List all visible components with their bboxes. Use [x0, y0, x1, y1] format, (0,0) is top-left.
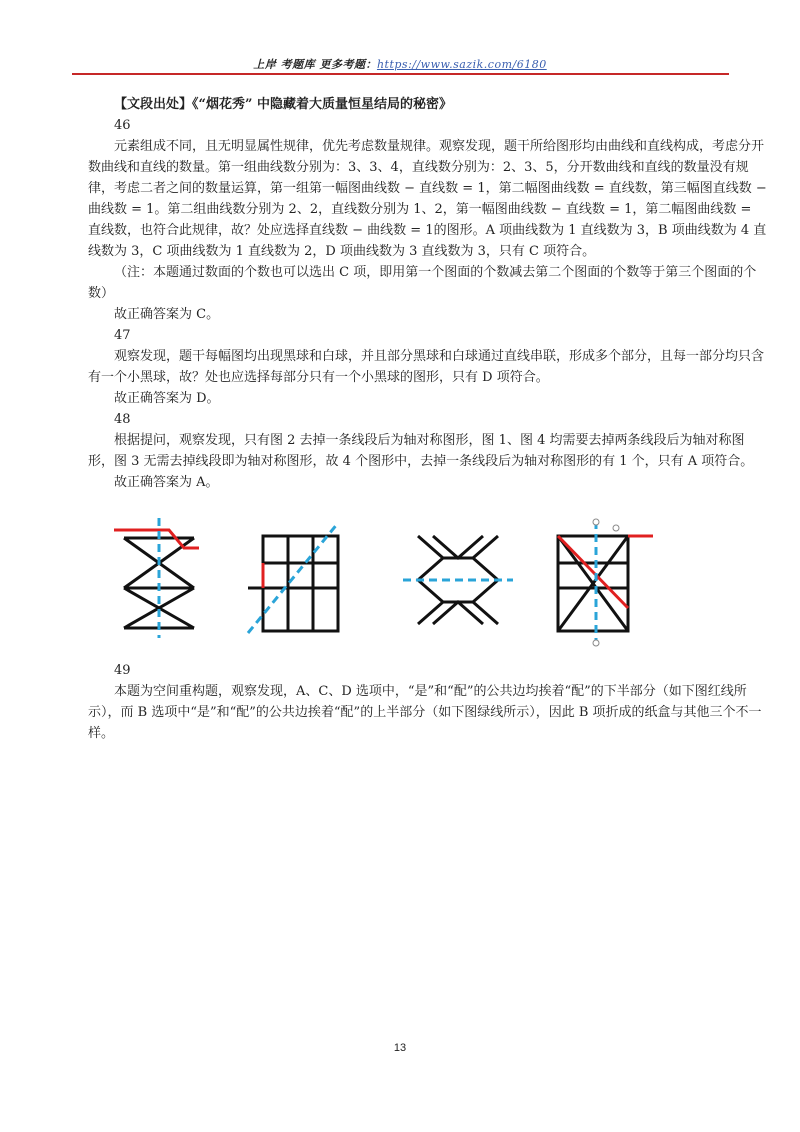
q49-explanation: 本题为空间重构题，观察发现，A、C、D 选项中，“是”和“配”的公共边均挨着“配”的下半部分（如下图红线所示），而 B 选项中“是”和“配”的公共边挨着“配”的上半部分（如下图绿线所示），因此 B 项折成的纸盒与其他三个不一样。 — [88, 684, 762, 741]
figure-3 — [398, 518, 518, 638]
figure-1 — [104, 518, 214, 638]
q48-number: 48 — [114, 412, 131, 427]
q48-answer: 故正确答案为 A。 — [114, 475, 219, 490]
q46-note: （注：本题通过数面的个数也可以选出 C 项，即用第一个图面的个数减去第二个图面的个数等于第三个图面的个数） — [88, 265, 757, 301]
q46-number: 46 — [114, 118, 131, 133]
q48-explanation: 根据提问，观察发现，只有图 2 去掉一条线段后为轴对称图形，图 1、图 4 均需要去掉两条线段后为轴对称图形，图 3 无需去掉线段即为轴对称图形，故 4 个图形中，去掉一条线段后为轴对称图形的有 1 个，只有 A 项符合。 — [88, 433, 754, 469]
q46-answer: 故正确答案为 C。 — [114, 307, 220, 322]
header-site-name: 上岸 考题库 更多考题： — [253, 58, 377, 71]
header-divider — [72, 73, 729, 75]
q47-answer: 故正确答案为 D。 — [114, 391, 220, 406]
q49-number: 49 — [114, 663, 131, 678]
figure-2 — [238, 518, 348, 638]
figure-4 — [548, 518, 658, 648]
source-line: 【文段出处】《“烟花秀” 中隐藏着大质量恒星结局的秘密》 — [114, 97, 452, 112]
q47-number: 47 — [114, 328, 131, 343]
header-url-link[interactable]: https://www.sazik.com/6180 — [376, 58, 547, 71]
q46-explanation: 元素组成不同，且无明显属性规律，优先考虑数量规律。观察发现，题干所给图形均由曲线和直线构成，考虑分开数曲线和直线的数量。第一组曲线数分别为：3、3、4，直线数分别为：2、3、5，分开数曲线和直线的数量没有规律，考虑二者之间的数量运算，第一组第一幅图曲线数 − 直线数 = 1，第二幅图曲线数 = 直线数，第三幅图直线数 − 曲线数 = 1。第二组曲线数分别为 2、2，直线数分别为 1、2，第一幅图曲线数 − 直线数 = 1，第二幅图曲线数 = 直线数，也符合此规律，故？处应选择直线数 − 曲线数 = 1的图形。A 项曲线数为 1 直线数为 3，B 项曲线数为 4 直线数为 3，C 项曲线数为 1 直线数为 2，D 项曲线数为 3 直线数为 3，只有 C 项符合。 — [88, 139, 767, 259]
q47-explanation: 观察发现，题干每幅图均出现黑球和白球，并且部分黑球和白球通过直线串联，形成多个部分，且每一部分均只含有一个小黑球，故？处也应选择每部分只有一个小黑球的图形，只有 D 项符合。 — [88, 349, 765, 385]
page-number: 13 — [393, 1042, 407, 1054]
q49-content — [88, 660, 768, 744]
main-content — [88, 94, 768, 493]
page-header — [0, 56, 800, 72]
q48-figures — [88, 518, 668, 648]
